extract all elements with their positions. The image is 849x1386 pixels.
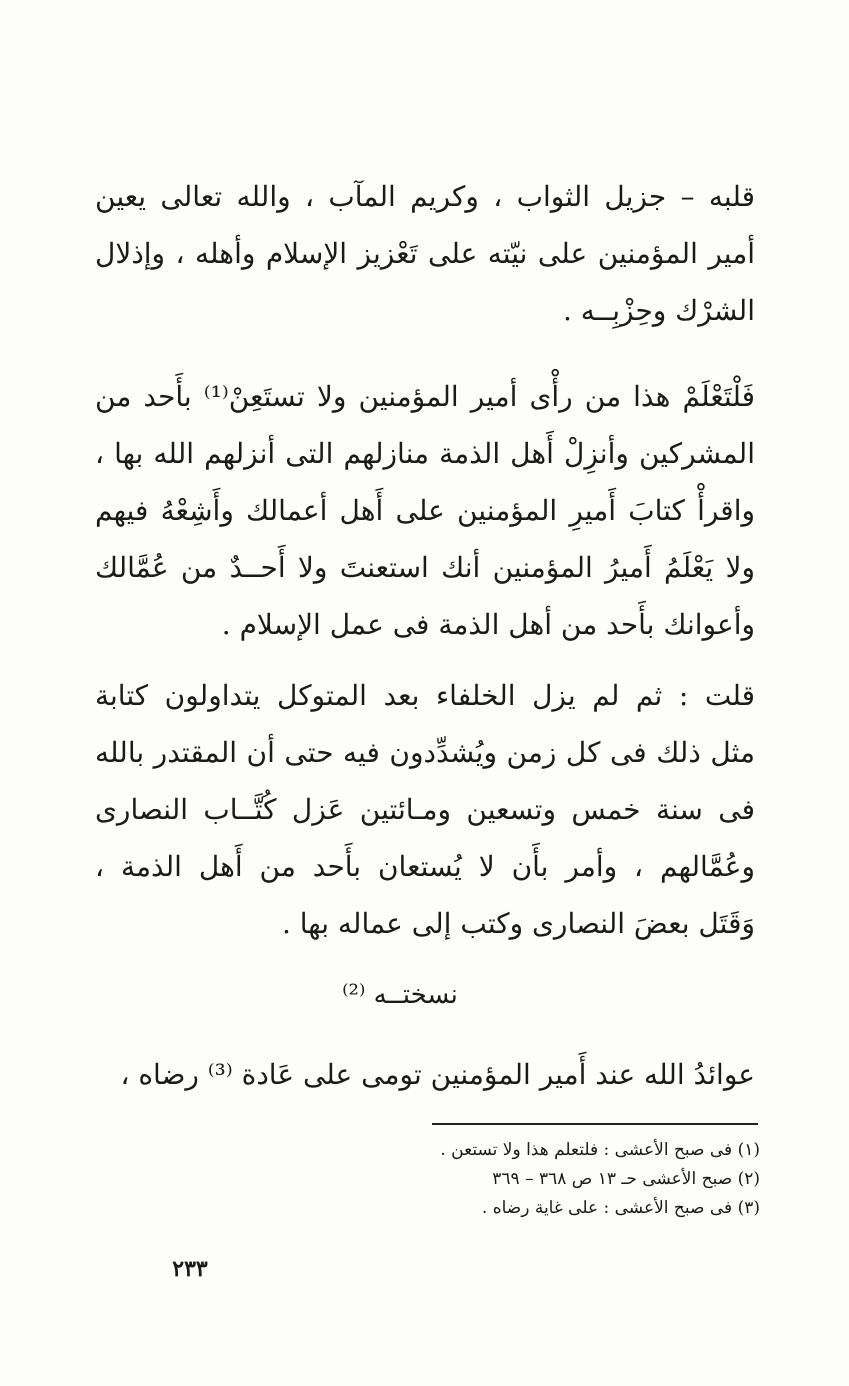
paragraph-2-line-5: وأعوانك بأَحد من أهل الذمة فى عمل الإسلام . <box>221 608 755 641</box>
footnote-1: (١) فى صبح الأعشى : فلتعلم هذا ولا تستعن . <box>440 1140 760 1160</box>
paragraph-3 <box>95 667 755 952</box>
paragraph-2 <box>95 368 755 653</box>
paragraph-1-line-3: الشرْك وحِزْبِــه . <box>562 294 755 327</box>
page-number: ٢٣٣ <box>172 1256 208 1282</box>
paragraph-2-line-3: واقرأْ كتابَ أَميرِ المؤمنين على أَهل أعمالك وأَشِعْهُ فيهم <box>95 494 755 527</box>
paragraph-3-line-1: قلت : ثم لم يزل الخلفاء بعد المتوكل يتداولون كتابة <box>95 679 755 712</box>
footnote-3: (٣) فى صبح الأعشى : على غاية رضاه . <box>481 1198 760 1218</box>
section-heading: نسختــه ⁽²⁾ <box>342 980 458 1010</box>
paragraph-3-line-4: وعُمَّالهم ، وأمر بأَن لا يُستعان بأَحد من أَهل الذمة ، <box>95 850 755 883</box>
paragraph-1-line-1: قلبه – جزيل الثواب ، وكريم المآب ، والله تعالى يعين <box>95 180 755 213</box>
paragraph-2-line-4: ولا يَعْلَمُ أَميرُ المؤمنين أنك استعنتَ ولا أَحــدٌ من عُمَّالك <box>95 551 755 584</box>
paragraph-2-line-2: المشركين وأنزِلْ أَهل الذمة منازلهم التى أنزلهم الله بها ، <box>95 437 755 470</box>
paragraph-1 <box>95 168 755 339</box>
footnotes <box>370 1136 760 1223</box>
paragraph-4 <box>95 1046 755 1103</box>
footnote-2: (٢) صبح الأعشى حـ ١٣ ص ٣٦٨ – ٣٦٩ <box>492 1169 760 1189</box>
paragraph-2-line-1: فَلْتَعْلَمْ هذا من رأْى أمير المؤمنين ولا تستَعِنْ⁽¹⁾ بأَحد من <box>95 380 755 413</box>
footnote-separator <box>432 1123 758 1125</box>
paragraph-3-line-5: وَقَتَل بعضَ النصارى وكتب إلى عماله بها . <box>281 907 755 940</box>
paragraph-3-line-3: فى سنة خمس وتسعين ومـائتين عَزل كُتَّــاب النصارى <box>95 793 755 826</box>
paragraph-4-line-1: عوائدُ الله عند أَمير المؤمنين تومى على عَادة ⁽³⁾ رضاه ، <box>120 1058 755 1091</box>
paragraph-1-line-2: أمير المؤمنين على نيّته على تَعْزيز الإسلام وأهله ، وإذلال <box>95 237 755 270</box>
paragraph-3-line-2: مثل ذلك فى كل زمن ويُشدِّدون فيه حتى أن المقتدر بالله <box>95 736 755 769</box>
